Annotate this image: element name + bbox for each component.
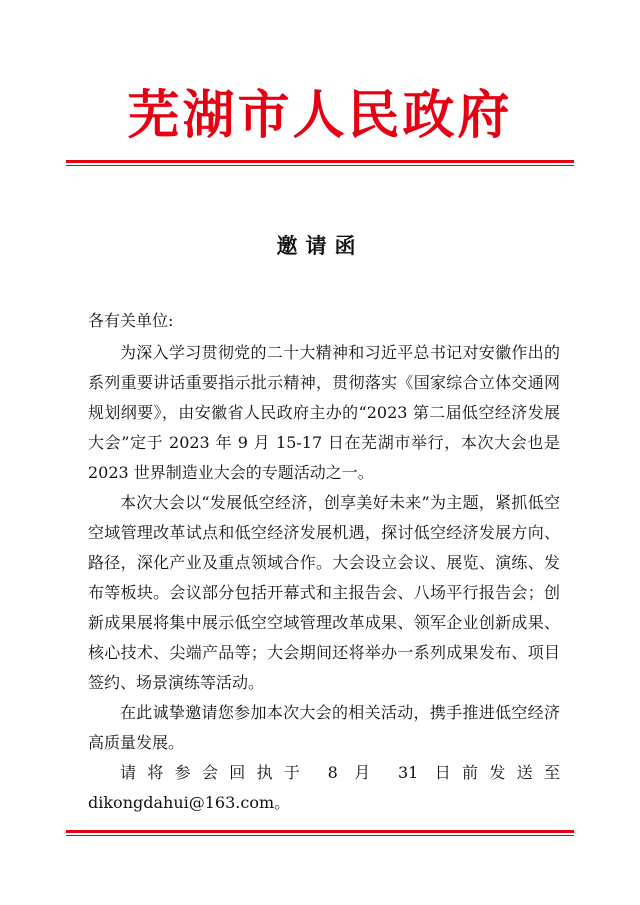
body-paragraph: 在此诚挚邀请您参加本次大会的相关活动，携手推进低空经济高质量发展。: [88, 703, 560, 752]
footer-divider: [66, 830, 574, 836]
issuer-title: 芜湖市人民政府: [127, 85, 513, 146]
body-paragraph: 为深入学习贯彻党的二十大精神和习近平总书记对安徽作出的系列重要讲话重要指示批示精神，贯彻落实《国家综合立体交通网规划纲要》，由安徽省人民政府主办的“2023 第二届低空经济发展大会”定于 2023 年 9 月 15-17 日在芜湖市举行，本次大会也是 2023 世界制造业大会的专题活动之一。: [88, 343, 560, 482]
body-paragraph: 请将参会回执于 8 月 31 日前发送至 dikongdahui@163.com。: [88, 763, 560, 812]
document-title: 邀请函: [276, 233, 364, 258]
body-paragraph: 本次大会以“发展低空经济，创享美好未来”为主题，紧抓低空空域管理改革试点和低空经济发展机遇，探讨低空经济发展方向、路径，深化产业及重点领域合作。大会设立会议、展览、演练、发布等板块。会议部分包括开幕式和主报告会、八场平行报告会；创新成果展将集中展示低空空域管理改革成果、领军企业创新成果、核心技术、尖端产品等；大会期间还将举办一系列成果发布、项目签约、场景演练等活动。: [88, 493, 560, 692]
salutation: 各有关单位:: [88, 311, 174, 330]
document-body: [88, 338, 560, 818]
header-divider: [66, 160, 574, 166]
